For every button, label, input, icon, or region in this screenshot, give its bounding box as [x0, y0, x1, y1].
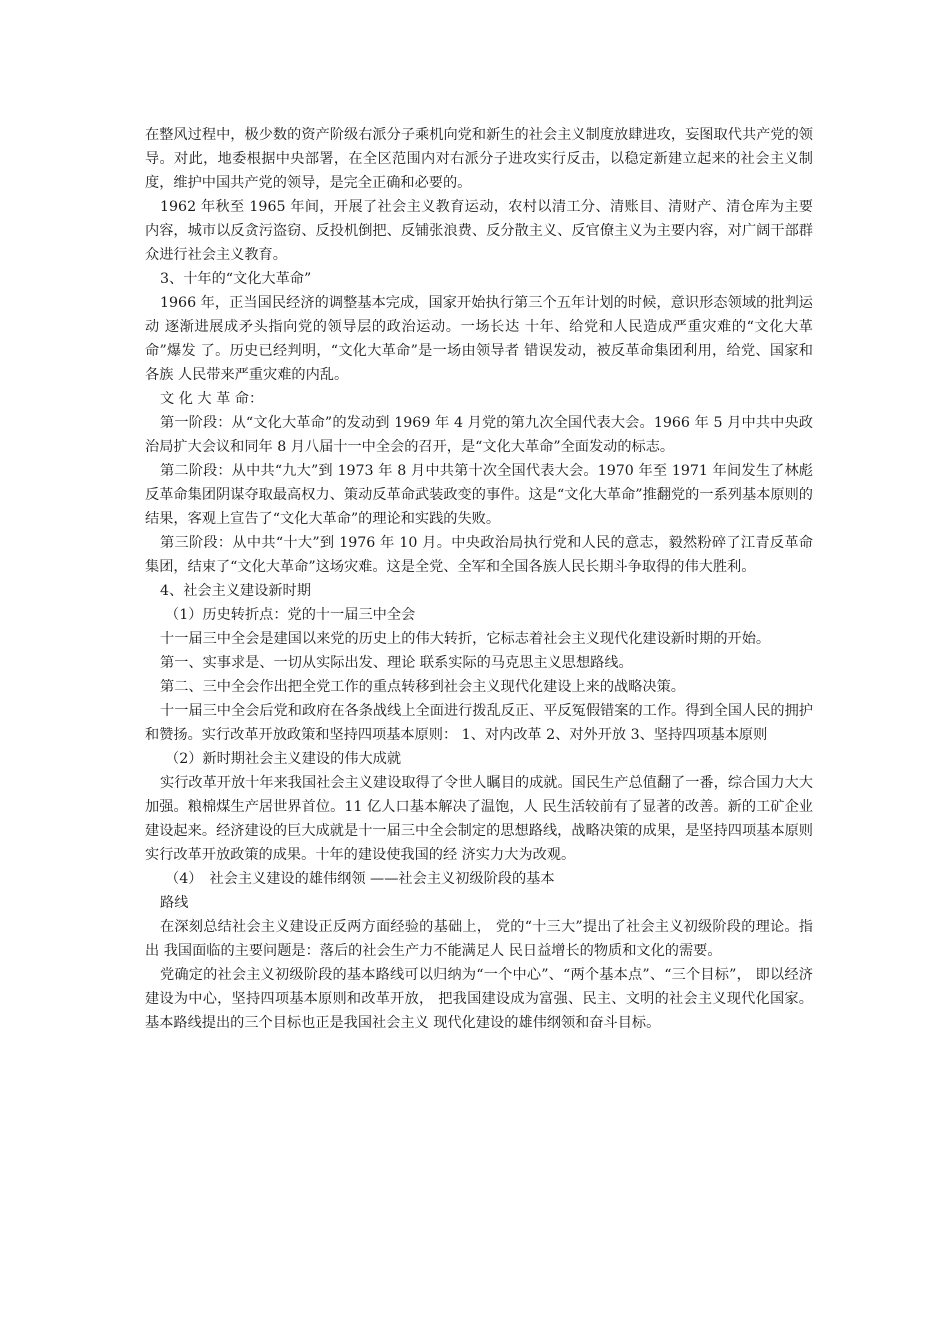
paragraph-third-plenum: 十一届三中全会是建国以来党的历史上的伟大转折，它标志着社会主义现代化建设新时期的开始。	[160, 631, 771, 647]
paragraph-rightist-counterattack: 在整风过程中，极少数的资产阶级右派分子乘机向党和新生的社会主义制度放肆进攻，妄图取代共产党的领导。对此，地委根据中央部署，在全区范围内对右派分子进攻实行反击，以稳定新建立起来的社会主义制度，维护中国共产党的领导，是完全正确和必要的。	[145, 127, 813, 191]
paragraph-reform-principles: 十一届三中全会后党和政府在各条战线上全面进行拨乱反正、平反冤假错案的工作。得到全国人民的拥护和赞扬。实行改革开放政策和坚持四项基本原则： 1、对内改革 2、对外开放 3、坚持四项基本原则	[145, 703, 813, 743]
paragraph-achievements: 实行改革开放十年来我国社会主义建设取得了令世人瞩目的成就。国民生产总值翻了一番，综合国力大大加强。粮棉煤生产居世界首位。11 亿人口基本解决了温饱，人 民生活较前有了显著的改善。新的工矿企业建设起来。经济建设的巨大成就是十一届三中全会制定的思想路线，战略决策的成果，是坚持四项基本原则实行改革开放政策的成果。十年的建设使我国的经 济实力大为改观。	[145, 775, 813, 863]
paragraph-basic-line-summary: 党确定的社会主义初级阶段的基本路线可以归纳为“一个中心”、“两个基本点”、“三个目标”， 即以经济建设为中心，坚持四项基本原则和改革开放， 把我国建设成为富强、民主、文明的社会主义现代化国家。基本路线提出的三个目标也正是我国社会主义 现代化建设的雄伟纲领和奋斗目标。	[145, 967, 813, 1031]
paragraph-socialist-education: 1962 年秋至 1965 年间，开展了社会主义教育运动，农村以清工分、清账目、清财产、清仓库为主要内容，城市以反贪污盗窃、反投机倒把、反铺张浪费、反分散主义、反官僚主义为主要内容，对广阔干部群众进行社会主义教育。	[145, 199, 813, 263]
document-body	[145, 123, 813, 1035]
subheading-basic-line-continued: 路线	[160, 895, 189, 911]
subheading-achievements: （2）新时期社会主义建设的伟大成就	[165, 751, 402, 767]
subheading-turning-point: （1）历史转折点：党的十一届三中全会	[165, 607, 416, 623]
paragraph-stage-two: 第二阶段：从中共“九大”到 1973 年 8 月中共第十次全国代表大会。1970 年至 1971 年间发生了林彪反革命集团阴谋夺取最高权力、策动反革命武装政变的事件。这是“文化大革命”推翻党的一系列基本原则的结果，客观上宣告了“文化大革命”的理论和实践的失败。	[145, 463, 813, 527]
paragraph-cultural-revolution-intro: 1966 年，正当国民经济的调整基本完成，国家开始执行第三个五年计划的时候，意识形态领域的批判运动 逐渐进展成矛头指向党的领导层的政治运动。一场长达 十年、给党和人民造成严重灾难的“文化大革命”爆发 了。历史已经判明，“文化大革命”是一场由领导者 错误发动，被反革命集团利用，给党、国家和各族 人民带来严重灾难的内乱。	[145, 295, 813, 383]
paragraph-second-point: 第二、三中全会作出把全党工作的重点转移到社会主义现代化建设上来的战略决策。	[160, 679, 685, 695]
subheading-cultural-revolution: 文 化 大 革 命：	[160, 391, 264, 407]
section-heading-cultural-revolution: 3、十年的“文化大革命”	[160, 271, 312, 287]
paragraph-stage-one: 第一阶段：从“文化大革命”的发动到 1969 年 4 月党的第九次全国代表大会。1966 年 5 月中共中央政治局扩大会议和同年 8 月八届十一中全会的召开，是“文化大革命”全面发动的标志。	[145, 415, 813, 455]
paragraph-primary-stage-theory: 在深刻总结社会主义建设正反两方面经验的基础上， 党的“十三大”提出了社会主义初级阶段的理论。指出 我国面临的主要问题是：落后的社会生产力不能满足人 民日益增长的物质和文化的需要。	[145, 919, 813, 959]
subheading-basic-line: （4） 社会主义建设的雄伟纲领 ——社会主义初级阶段的基本	[165, 871, 555, 887]
paragraph-first-point: 第一、实事求是、一切从实际出发、理论 联系实际的马克思主义思想路线。	[160, 655, 633, 671]
paragraph-stage-three: 第三阶段：从中共“十大”到 1976 年 10 月。中央政治局执行党和人民的意志，毅然粉碎了江青反革命集团，结束了“文化大革命”这场灾难。这是全党、全军和全国各族人民长期斗争取得的伟大胜利。	[145, 535, 813, 575]
section-heading-new-period: 4、社会主义建设新时期	[160, 583, 311, 599]
